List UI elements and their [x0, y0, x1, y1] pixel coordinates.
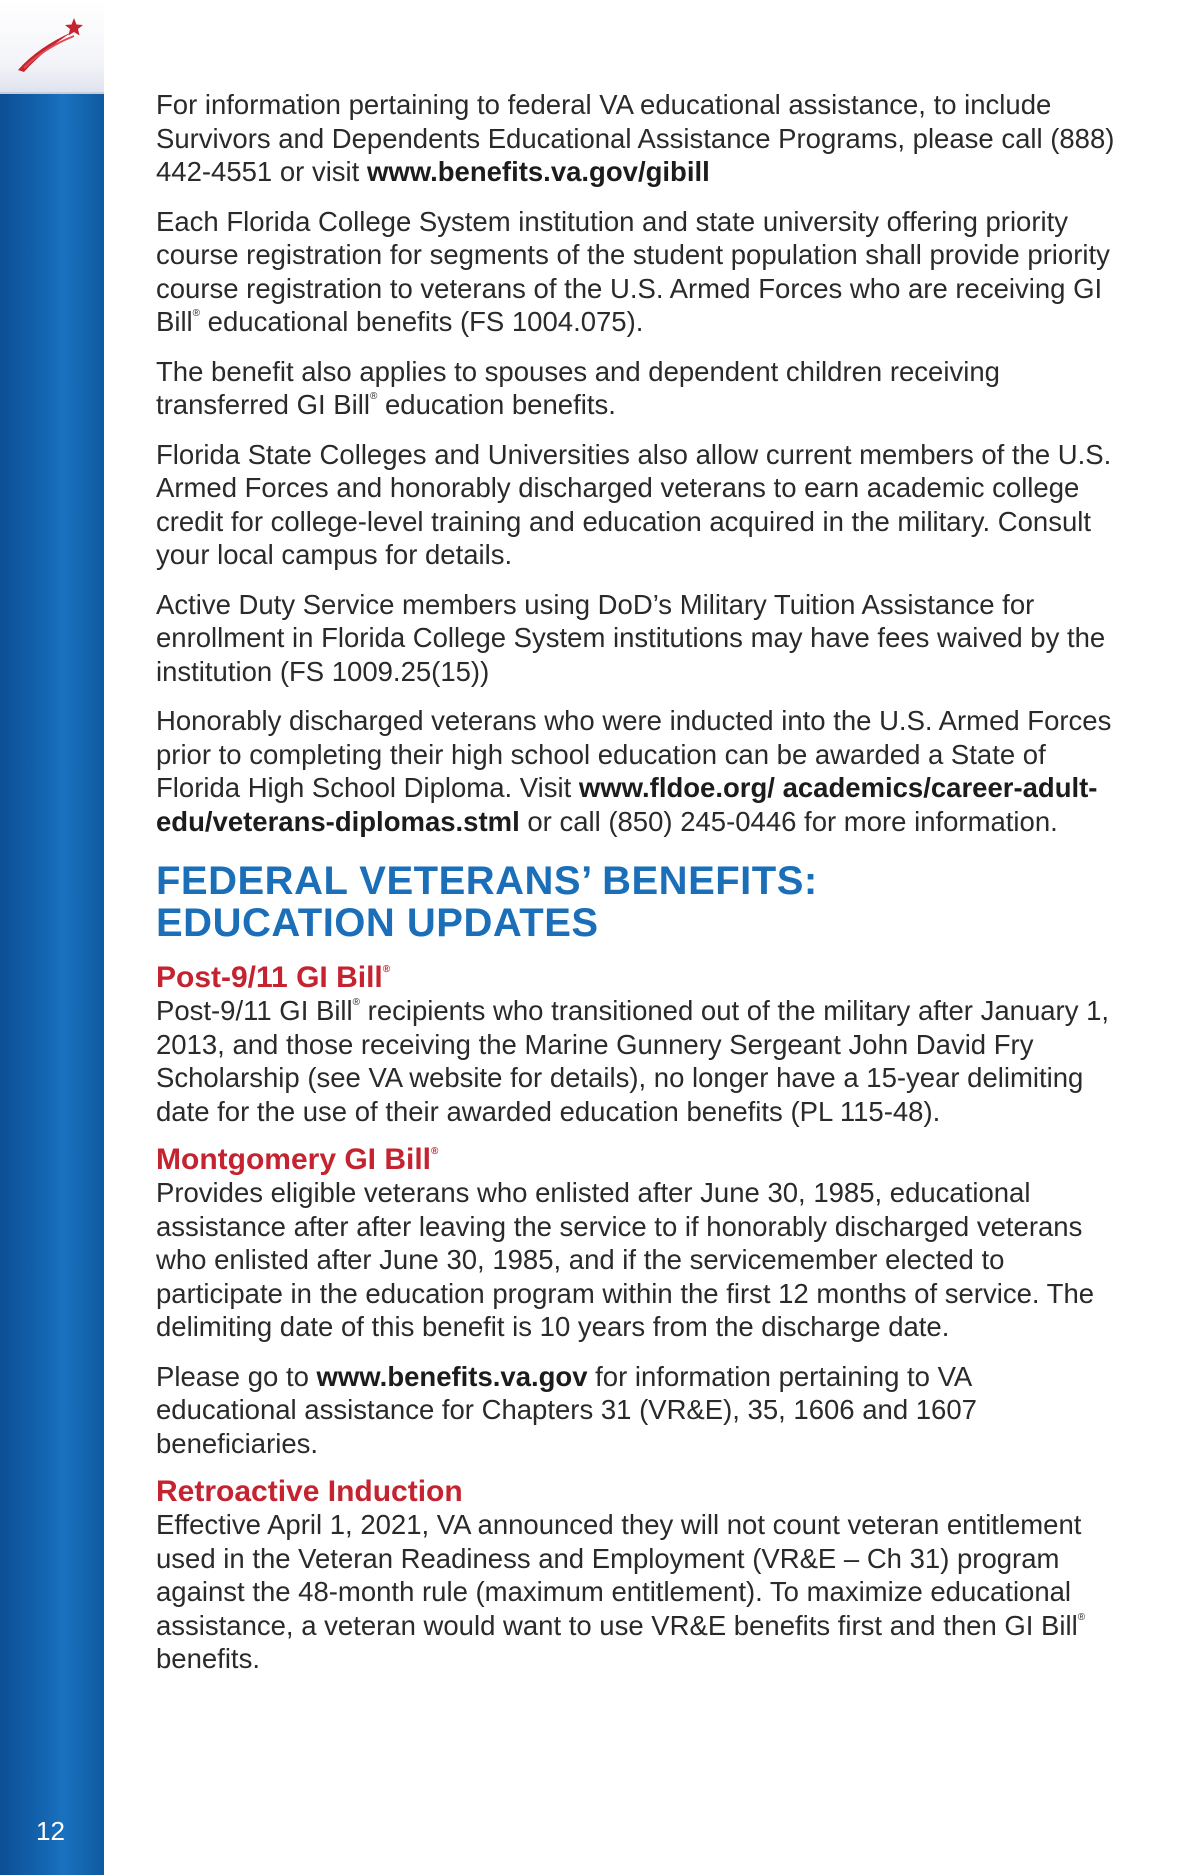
benefits-link[interactable]: www.benefits.va.gov — [316, 1360, 588, 1392]
shooting-star-icon — [14, 14, 84, 74]
post911-block — [156, 962, 1118, 1128]
montgomery-heading: Montgomery GI Bill® — [156, 1143, 439, 1176]
retroactive-text: Effective April 1, 2021, VA announced they will not count veteran entitlement used in the Veteran Readiness and Employment (VR&E – Ch 31) program against the 48-month rule (maximum entitlement). To maximize educational assistance, a veteran would want to use VR&E benefits first and then GI Bill® benefits. — [156, 1509, 1086, 1674]
post911-text: Post-9/11 GI Bill® recipients who transitioned out of the military after January 1, 2013, and those receiving the Marine Gunnery Sergeant John David Fry Scholarship (see VA website for details), no longer have a 15-year delimiting date for the use of their awarded education benefits (PL 115-48). — [156, 995, 1110, 1127]
section-title: FEDERAL VETERANS’ BENEFITS: EDUCATION UPDATES — [156, 859, 818, 945]
fldoe-link[interactable]: www.fldoe.org/ academics/career-adult-edu/veterans-diplomas.stml — [156, 772, 1098, 837]
retroactive-block — [156, 1476, 1118, 1676]
page-number: 12 — [36, 1816, 65, 1846]
paragraph-spouses: The benefit also applies to spouses and dependent children receiving transferred GI Bill® education benefits. — [156, 355, 1000, 420]
page-sidebar — [0, 0, 104, 1875]
montgomery-text: Provides eligible veterans who enlisted after June 30, 1985, educational assistance after after leaving the service to if honorably discharged veterans who enlisted after June 30, 1985, and if the servicemember elected to participate in the education program within the first 12 months of service. The delimiting date of this benefit is 10 years from the discharge date. — [156, 1177, 1095, 1342]
paragraph-priority-registration: Each Florida College System institution and state university offering priority course registration for segments of the student population shall provide priority course registration to veterans of the U.S. Armed Forces who are receiving GI Bill® educational benefits (FS 1004.075). — [156, 205, 1110, 337]
paragraph-va-info: For information pertaining to federal VA educational assistance, to include Survivors and Dependents Educational Assistance Programs, please call (888) 442-4551 or visit www.benefits.va.gov/gibill — [156, 89, 1115, 187]
post911-heading: Post-9/11 GI Bill® — [156, 961, 391, 994]
sidebar-logo-area — [0, 0, 104, 94]
retroactive-heading: Retroactive Induction — [156, 1475, 463, 1508]
paragraph-tuition-assistance: Active Duty Service members using DoD’s Military Tuition Assistance for enrollment in Florida College System institutions may have fees waived by the institution (FS 1009.25(15)) — [156, 588, 1106, 687]
paragraph-diploma: Honorably discharged veterans who were inducted into the U.S. Armed Forces prior to completing their high school education can be awarded a State of Florida High School Diploma. Visit www.fldoe.org/ academics/career-adult-edu/veterans-diplomas.stml or call (850) 245-0446 for more information. — [156, 705, 1112, 837]
page-content — [156, 88, 1118, 1692]
montgomery-block — [156, 1144, 1118, 1344]
paragraph-college-credit: Florida State Colleges and Universities also allow current members of the U.S. Armed Forces and honorably discharged veterans to earn academic college credit for college-level training and education acquired in the military. Consult your local campus for details. — [156, 438, 1112, 570]
gibill-link[interactable]: www.benefits.va.gov/gibill — [366, 156, 710, 187]
paragraph-benefits-goto: Please go to www.benefits.va.gov for information pertaining to VA educational assistance for Chapters 31 (VR&E), 35, 1606 and 1607 beneficiaries. — [156, 1360, 977, 1459]
